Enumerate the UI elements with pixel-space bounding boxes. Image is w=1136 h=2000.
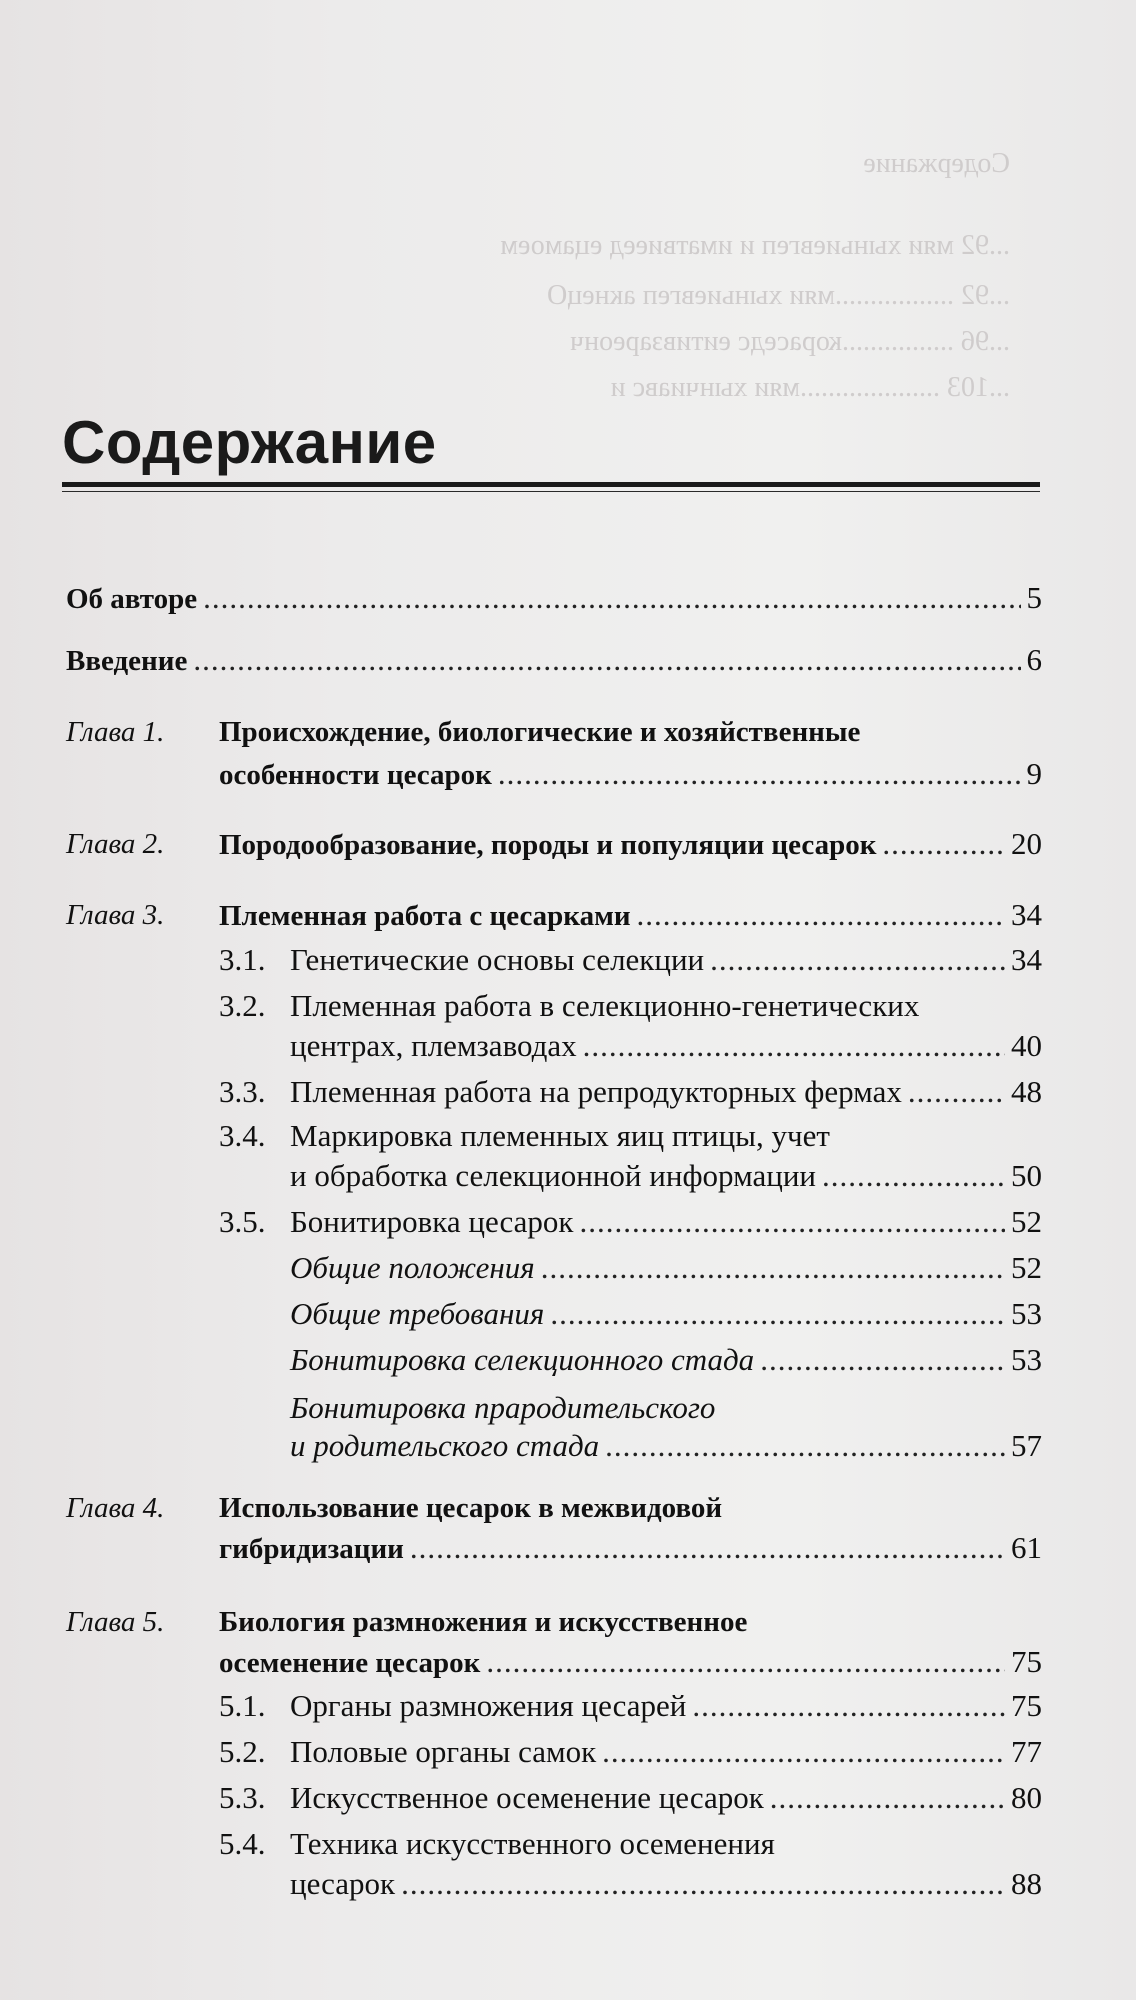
toc-entry-title: Об авторе [66,583,198,615]
toc-entry-3-1[interactable] [290,942,1042,978]
title-rule [62,482,1040,487]
toc-subentry-general-provisions[interactable] [290,1250,1042,1286]
page-number: 5 [1026,580,1042,615]
toc-entry-title: Общие требования [290,1296,545,1331]
toc-entry-title: Половые органы самок [290,1734,597,1769]
toc-entry-ch1-line1[interactable] [219,714,860,750]
section-number: 3.4. [219,1118,266,1153]
page-number: 40 [1011,1028,1042,1063]
leader-dots [692,1688,1005,1724]
leader-dots [602,1734,1005,1770]
toc-entry-3-2-line1[interactable] [290,988,919,1024]
leader-dots [410,1530,1005,1566]
toc-subentry-grandparent-flock[interactable] [290,1428,1042,1464]
toc-entry-5-4-line1[interactable] [290,1826,775,1862]
page-number: 75 [1011,1644,1042,1679]
page-number: 50 [1011,1158,1042,1193]
chapter-label: Глава 3. [66,899,165,931]
leader-dots [203,580,1020,616]
bleed-through-text: ...92 .................мяи хыньиевгеп акнецО [547,280,1010,311]
page-number: 6 [1026,642,1042,677]
toc-entry-5-3[interactable] [290,1780,1042,1816]
page-number: 52 [1011,1204,1042,1239]
page-number: 9 [1026,756,1042,791]
toc-entry-title: цесарок [290,1866,396,1901]
page-title: Содержание [62,409,437,476]
toc-entry-ch1[interactable] [219,756,1042,793]
toc-entry-title: Техника искусственного осеменения [290,1826,775,1861]
toc-entry-title: Генетические основы селекции [290,942,705,977]
chapter-label: Глава 1. [66,716,165,748]
toc-entry-title: Породообразование, породы и популяции цесарок [219,829,877,861]
leader-dots [760,1342,1005,1378]
section-number: 3.3. [219,1074,266,1109]
toc-entry-title: Использование цесарок в межвидовой [219,1492,723,1524]
toc-subentry-general-requirements[interactable] [290,1296,1042,1332]
toc-subentry-grandparent-flock-line1[interactable] [290,1390,715,1426]
page-number: 34 [1011,942,1042,977]
bleed-through-text: ...103 ....................мяи хынчиавс и [610,372,1010,403]
toc-entry-title: и родительского стада [290,1428,600,1463]
page-number: 61 [1011,1530,1042,1565]
toc-entry-title: Введение [66,645,188,677]
bleed-through-text: ...92 мяи хыньиевгеп и иматвиеед ецамоем [500,230,1010,261]
toc-entry-title: Племенная работа на репродукторных фермах [290,1074,902,1109]
page-number: 80 [1011,1780,1042,1815]
toc-entry-title: гибридизации [219,1533,404,1565]
page-number: 75 [1011,1688,1042,1723]
toc-entry-3-4-line1[interactable] [290,1118,830,1154]
leader-dots [908,1074,1005,1110]
leader-dots [605,1428,1005,1464]
bleed-through-text: ...96 ................кораседс еитивзареонч [570,326,1010,357]
leader-dots [550,1296,1005,1332]
toc-entry-5-4[interactable] [290,1866,1042,1902]
page-number: 34 [1011,897,1042,932]
toc-entry-about-author[interactable] [66,580,1042,617]
toc-entry-title: Биология размножения и искусственное [219,1606,748,1638]
chapter-label: Глава 4. [66,1492,165,1524]
toc-entry-ch4-line1[interactable] [219,1490,722,1526]
toc-entry-5-2[interactable] [290,1734,1042,1770]
leader-dots [583,1028,1005,1064]
toc-entry-5-1[interactable] [290,1688,1042,1724]
toc-entry-title: Маркировка племенных яиц птицы, учет [290,1118,830,1153]
toc-subentry-selection-flock[interactable] [290,1342,1042,1378]
section-number: 3.1. [219,942,266,977]
toc-entry-title: Общие положения [290,1250,535,1285]
toc-entry-title: Искусственное осеменение цесарок [290,1780,764,1815]
toc-entry-title: Бонитировка цесарок [290,1204,574,1239]
chapter-label: Глава 5. [66,1606,165,1638]
page-number: 57 [1011,1428,1042,1463]
section-number: 5.4. [219,1826,266,1861]
leader-dots [882,826,1005,862]
leader-dots [770,1780,1005,1816]
section-number: 3.2. [219,988,266,1023]
title-rule-thin [62,491,1040,492]
bleed-through-text: Содержание [863,148,1010,179]
toc-entry-ch5[interactable] [219,1644,1042,1681]
toc-entry-title: Органы размножения цесарей [290,1688,687,1723]
leader-dots [579,1204,1005,1240]
toc-entry-title: Племенная работа с цесарками [219,900,631,932]
toc-entry-ch4[interactable] [219,1530,1042,1567]
toc-entry-title: Бонитировка прародительского [290,1390,716,1425]
toc-entry-title: Происхождение, биологические и хозяйственные [219,716,861,748]
section-number: 5.3. [219,1780,266,1815]
page-number: 88 [1011,1866,1042,1901]
toc-entry-title: Бонитировка селекционного стада [290,1342,755,1377]
page-number: 53 [1011,1296,1042,1331]
section-number: 5.1. [219,1688,266,1723]
toc-entry-3-5[interactable] [290,1204,1042,1240]
leader-dots [193,642,1020,678]
leader-dots [710,942,1005,978]
page-number: 77 [1011,1734,1042,1769]
toc-entry-3-2[interactable] [290,1028,1042,1064]
leader-dots [401,1866,1005,1902]
page-number: 20 [1011,826,1042,861]
section-number: 3.5. [219,1204,266,1239]
toc-entry-title: особенности цесарок [219,759,492,791]
toc-entry-3-4[interactable] [290,1158,1042,1194]
leader-dots [637,897,1005,933]
toc-entry-title: осеменение цесарок [219,1647,481,1679]
toc-entry-title: Племенная работа в селекционно-генетических [290,988,920,1023]
toc-entry-title: и обработка селекционной информации [290,1158,817,1193]
section-number: 5.2. [219,1734,266,1769]
page-number: 52 [1011,1250,1042,1285]
page-number: 53 [1011,1342,1042,1377]
page-number: 48 [1011,1074,1042,1109]
leader-dots [498,756,1021,792]
toc-entry-intro[interactable] [66,642,1042,679]
chapter-label: Глава 2. [66,828,165,860]
toc-entry-ch2[interactable] [219,826,1042,863]
toc-entry-title: центрах, племзаводах [290,1028,577,1063]
toc-entry-ch3[interactable] [219,897,1042,934]
toc-entry-ch5-line1[interactable] [219,1604,747,1640]
leader-dots [822,1158,1005,1194]
toc-entry-3-3[interactable] [290,1074,1042,1110]
leader-dots [541,1250,1005,1286]
leader-dots [486,1644,1005,1680]
